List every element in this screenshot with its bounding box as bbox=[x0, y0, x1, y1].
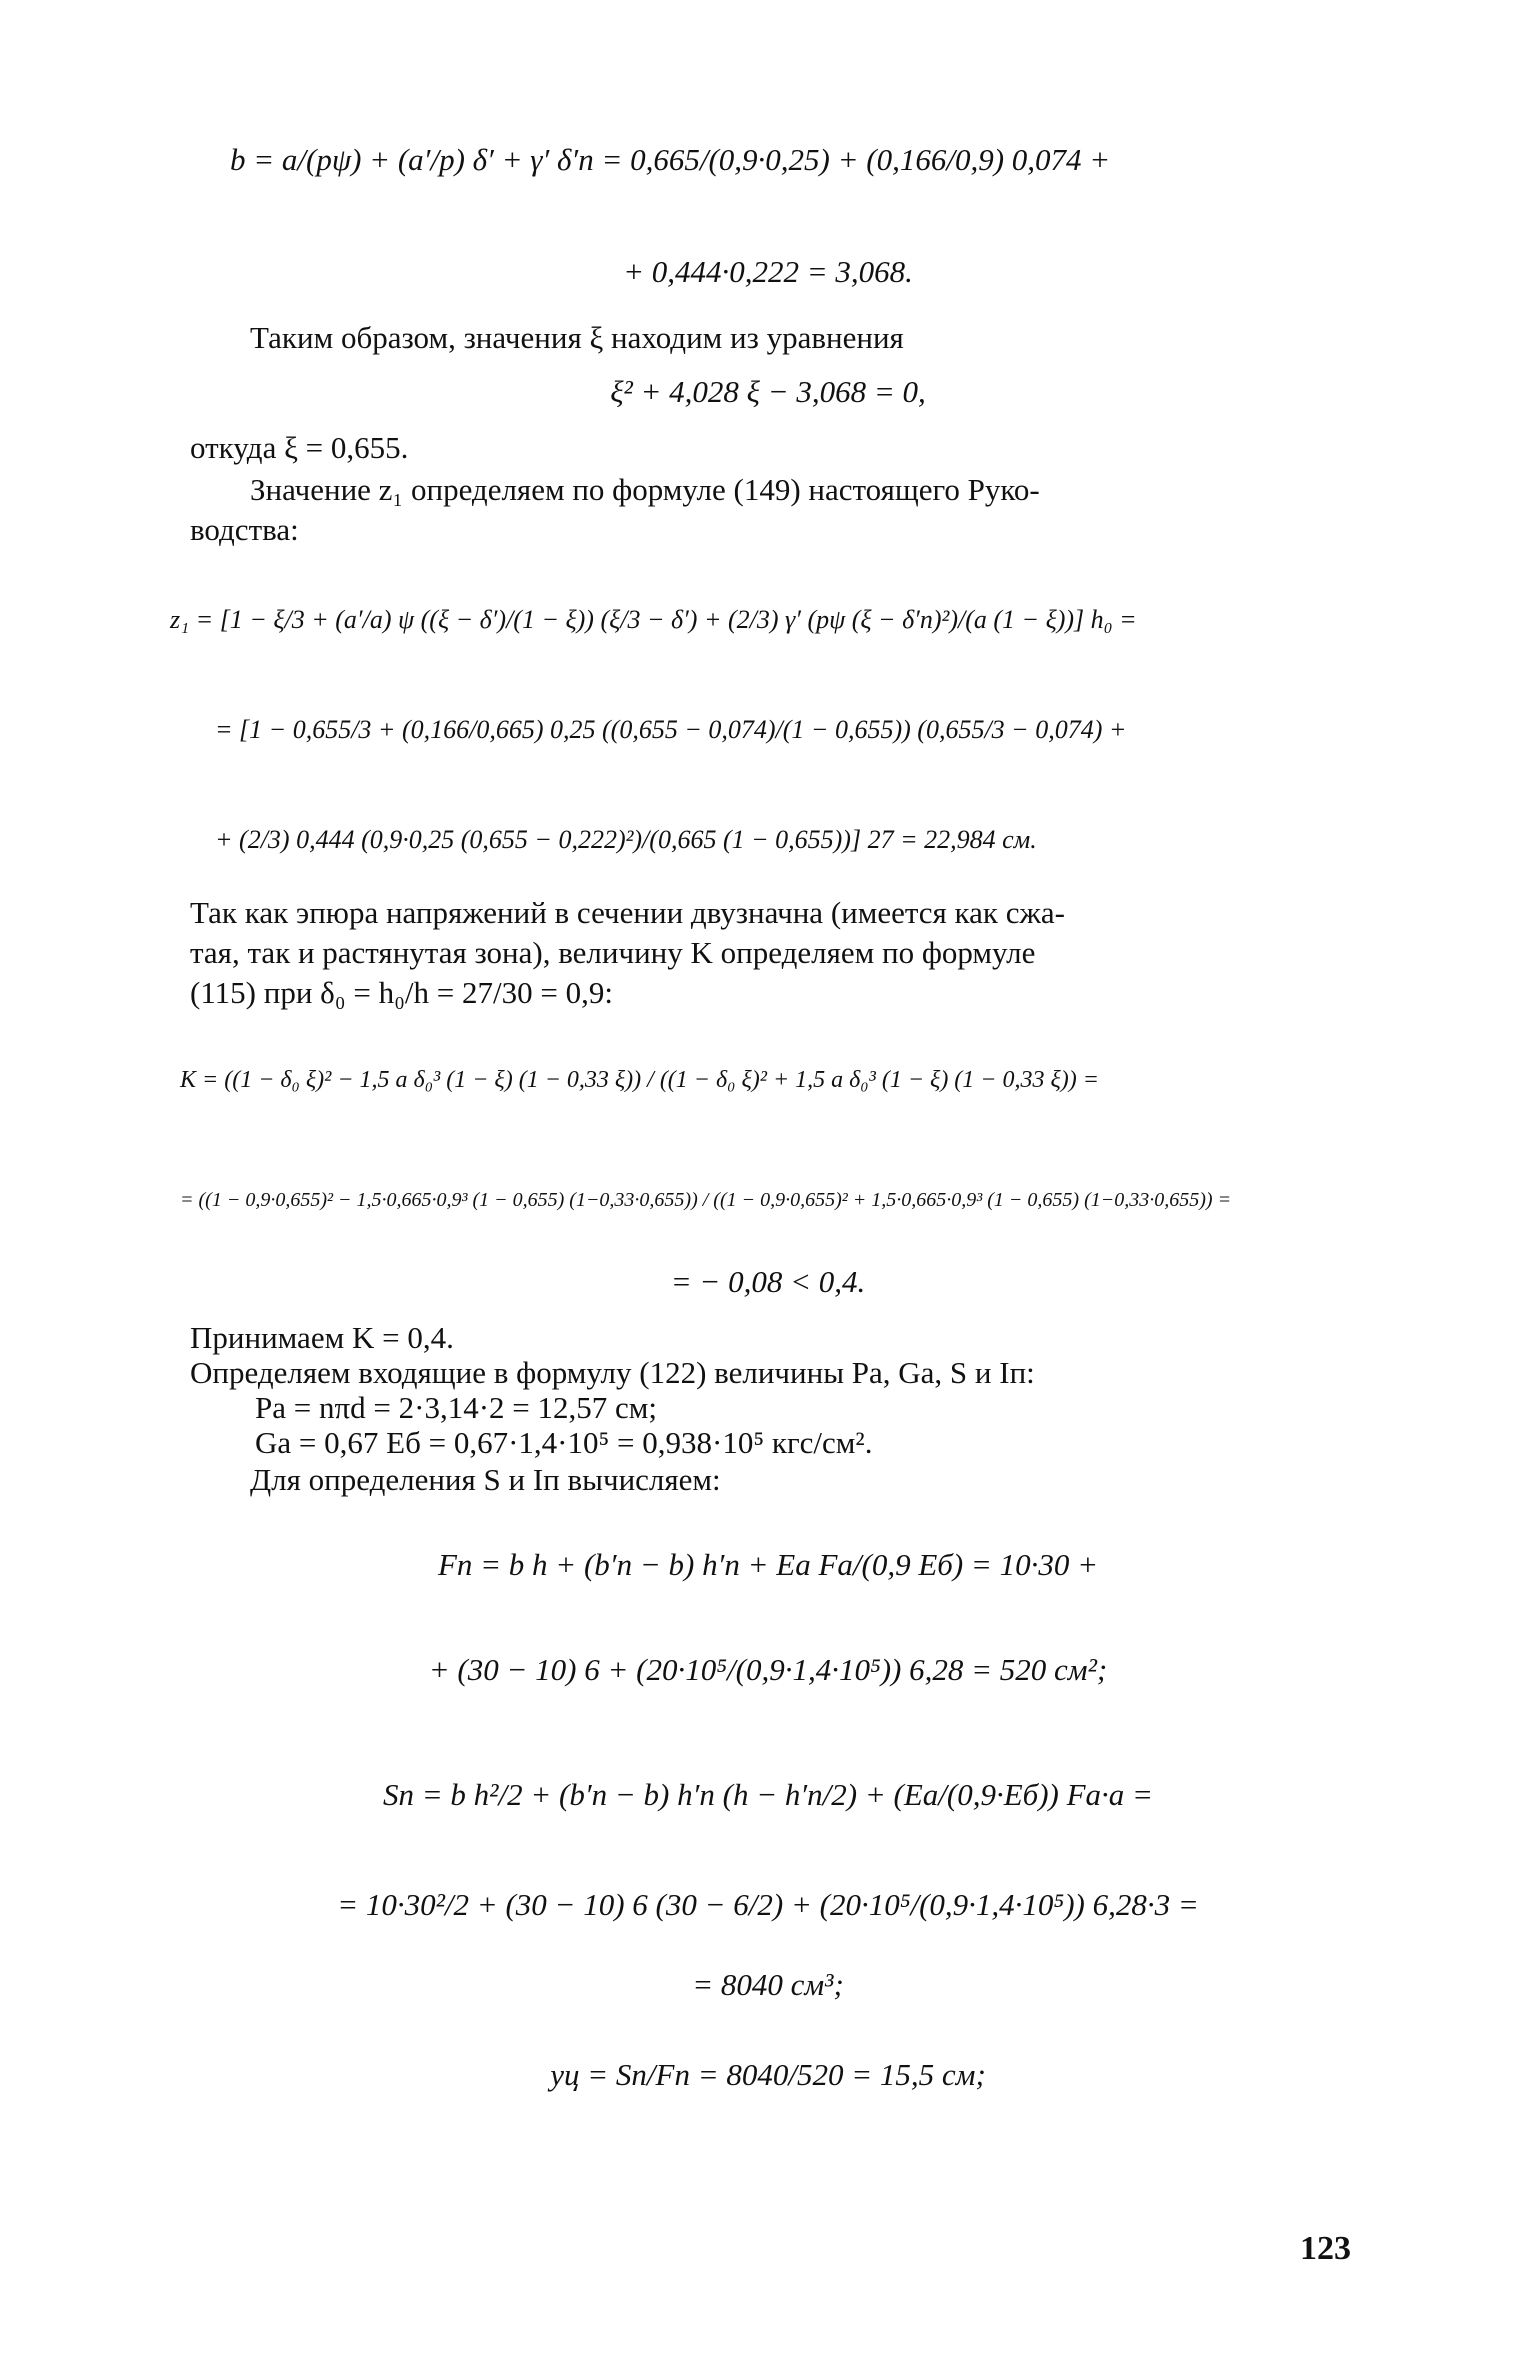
paragraph-line: тая, так и растянутая зона), величину K определяем по формуле bbox=[190, 935, 1036, 970]
paragraph-line: водства: bbox=[190, 512, 299, 547]
formula-k-result: = − 0,08 < 0,4. bbox=[670, 1264, 866, 1299]
formula-k: K = ((1 − δ₀ ξ)² − 1,5 a δ₀³ (1 − ξ) (1 − 0,33 ξ)) / ((1 − δ₀ ξ)² + 1,5 a δ₀³ (1 − ξ) (1 − 0,33 ξ)) = bbox=[180, 1067, 1099, 1093]
paragraph-line: Для определения S и Iп вычисляем: bbox=[250, 1462, 721, 1497]
formula-b: b = a/(pψ) + (a′/p) δ′ + γ′ δ′п = 0,665/(0,9·0,25) + (0,166/0,9) 0,074 + bbox=[230, 142, 1111, 177]
paragraph-line: Принимаем K = 0,4. bbox=[190, 1320, 454, 1355]
formula-b-cont: + 0,444·0,222 = 3,068. bbox=[623, 254, 913, 289]
formula-z1-result: + (2/3) 0,444 (0,9·0,25 (0,655 − 0,222)²)/(0,665 (1 − 0,655))] 27 = 22,984 см. bbox=[215, 825, 1037, 854]
paragraph-line: Таким образом, значения ξ находим из уравнения bbox=[250, 320, 904, 355]
paragraph-line: Pа = nπd = 2·3,14·2 = 12,57 см; bbox=[255, 1390, 657, 1425]
formula-yc: yц = Sп/Fп = 8040/520 = 15,5 см; bbox=[550, 2057, 986, 2092]
formula-z1-sub: = [1 − 0,655/3 + (0,166/0,665) 0,25 ((0,655 − 0,074)/(1 − 0,655)) (0,655/3 − 0,074) + bbox=[215, 715, 1127, 744]
paragraph-line: Так как эпюра напряжений в сечении двузначна (имеется как сжа- bbox=[190, 895, 1065, 930]
paragraph-line: Значение z₁ определяем по формуле (149) настоящего Руко- bbox=[250, 472, 1040, 507]
equation-xi: ξ² + 4,028 ξ − 3,068 = 0, bbox=[610, 374, 926, 409]
paragraph-line: Определяем входящие в формулу (122) величины Pа, Gа, S и Iп: bbox=[190, 1355, 1035, 1390]
formula-sp-sub: = 10·30²/2 + (30 − 10) 6 (30 − 6/2) + (20·10⁵/(0,9·1,4·10⁵)) 6,28·3 = bbox=[337, 1887, 1199, 1922]
formula-fp-cont: + (30 − 10) 6 + (20·10⁵/(0,9·1,4·10⁵)) 6,28 = 520 см²; bbox=[428, 1652, 1108, 1687]
formula-k-sub: = ((1 − 0,9·0,655)² − 1,5·0,665·0,9³ (1 − 0,655) (1−0,33·0,655)) / ((1 − 0,9·0,655)² + 1,5·0,665·0,9³ (1 − 0,655) (1−0,33·0,655)) = bbox=[180, 1189, 1232, 1211]
page-number: 123 bbox=[1300, 2230, 1351, 2267]
paragraph-line: (115) при δ₀ = h₀/h = 27/30 = 0,9: bbox=[190, 975, 613, 1010]
paragraph-line: Gа = 0,67 Eб = 0,67·1,4·10⁵ = 0,938·10⁵ кгс/см². bbox=[255, 1425, 873, 1460]
formula-sp-result: = 8040 см³; bbox=[692, 1967, 844, 2002]
formula-z1: z₁ = [1 − ξ/3 + (a′/a) ψ ((ξ − δ′)/(1 − ξ)) (ξ/3 − δ′) + (2/3) γ′ (pψ (ξ − δ′п)²)/(a (1 − ξ))] h₀ = bbox=[170, 605, 1137, 634]
paragraph-line: откуда ξ = 0,655. bbox=[190, 430, 409, 465]
formula-sp: Sп = b h²/2 + (b′п − b) h′п (h − h′п/2) + (Eа/(0,9·Eб)) Fа·a = bbox=[383, 1777, 1153, 1812]
formula-fp: Fп = b h + (b′п − b) h′п + Eа Fа/(0,9 Eб) = 10·30 + bbox=[437, 1547, 1099, 1582]
